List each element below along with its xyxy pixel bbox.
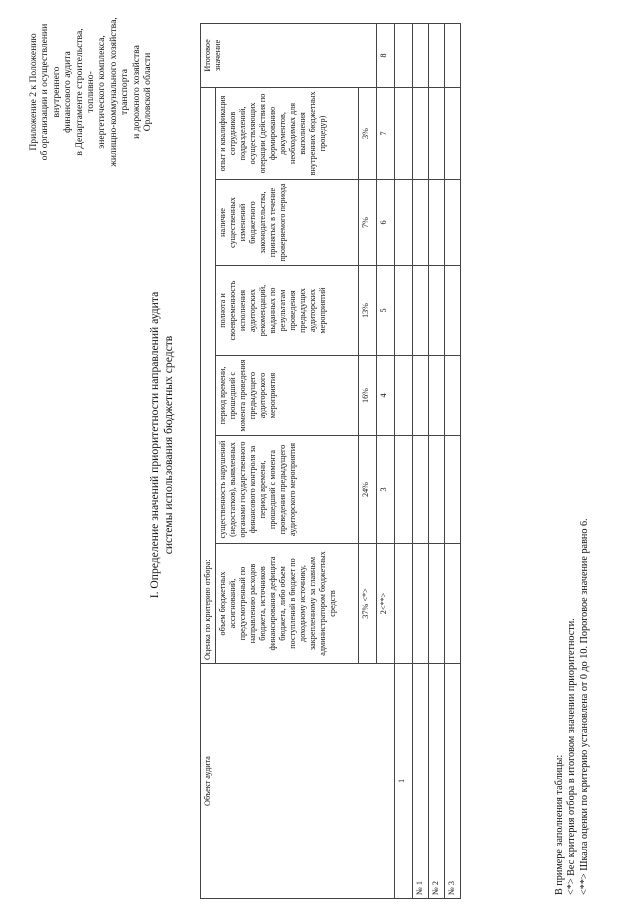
table-cell <box>445 23 461 87</box>
table-cell <box>413 436 429 544</box>
column-number: 7 <box>377 87 395 179</box>
weight-cell: 24% <box>359 436 377 544</box>
table-cell <box>395 23 413 87</box>
criterion-budget-volume: объем бюджетных ассигнований, предусмотренный по направлению расходов бюджета, источников финансирования дефицита бюджета, либо объем поступлений в бюджет по доходному источнику, закрепленному за главным администратором бюджетных средств <box>216 544 359 664</box>
table-cell <box>395 436 413 544</box>
table-cell <box>445 544 461 664</box>
header-criteria-group: Оценка по критерию отбора: <box>201 87 216 663</box>
table-cell <box>395 180 413 266</box>
appendix-line: Приложение 2 к Положению <box>28 33 39 151</box>
criterion-recommendations: полнота и своевременность исполнения аудиторских рекомендаций, выданных по результатам проведения предыдущих аудиторских мероприятий <box>216 266 359 356</box>
table-cell <box>395 266 413 356</box>
priority-table <box>200 23 461 899</box>
table-cell <box>413 23 429 87</box>
table-cell <box>445 436 461 544</box>
table-cell <box>445 180 461 266</box>
table-cell <box>429 544 445 664</box>
table-cell <box>429 436 445 544</box>
criterion-time-period: период времени, прошедший с момента проведения предыдущего аудиторского мероприятия <box>216 356 359 436</box>
table-cell <box>429 266 445 356</box>
table-cell <box>395 356 413 436</box>
table-cell <box>429 180 445 266</box>
footnote-intro: В примере заполнения таблицы: <box>554 754 565 895</box>
row-label: № 2 <box>429 664 445 899</box>
section-title-line: системы использования бюджетных средств <box>161 335 175 555</box>
table-cell <box>395 87 413 179</box>
footnote-scale: <**> Шкала оценки по критерию установлена от 0 до 10. Пороговое значение равно 6. <box>578 518 590 895</box>
section-title-line: I. Определение значений приоритетности направлений аудита <box>148 291 161 599</box>
table-cell <box>413 180 429 266</box>
appendix-heading <box>28 17 153 167</box>
row-label: № 3 <box>445 664 461 899</box>
column-number: 2<**> <box>377 544 395 664</box>
column-number: 8 <box>377 23 395 87</box>
appendix-line: и дорожного хозяйства <box>130 45 142 139</box>
criterion-staff-experience: опыт и квалификация сотрудников подразделений, осуществляющих операции (действия по формированию документов, необходимых для выполнения внутренних бюджетных процедур) <box>216 87 359 179</box>
table-cell <box>413 87 429 179</box>
table-cell <box>445 266 461 356</box>
footnote-weight: <*> Вес критерия отбора в итоговом значении приоритетности. <box>566 618 578 895</box>
appendix-line: финансового аудита <box>62 51 74 133</box>
header-object: Объект аудита <box>201 664 395 899</box>
column-number: 4 <box>377 356 395 436</box>
weight-cell: 7% <box>359 180 377 266</box>
table-cell <box>413 544 429 664</box>
appendix-line: Орловской области <box>142 52 154 132</box>
table-cell <box>413 356 429 436</box>
column-number: 3 <box>377 436 395 544</box>
column-number: 6 <box>377 180 395 266</box>
table-cell <box>413 266 429 356</box>
table-cell <box>429 87 445 179</box>
row-label: № 1 <box>413 664 429 899</box>
table-cell <box>429 23 445 87</box>
criterion-violations: существенность нарушений (недостатков), выявленных органами государственного финансового контроля за период времени, прошедший с момента проведения предыдущего аудиторского мероприятия <box>216 436 359 544</box>
section-title <box>148 185 175 705</box>
table-cell <box>445 356 461 436</box>
weight-cell: 16% <box>359 356 377 436</box>
footnotes <box>554 15 591 895</box>
weight-cell: 13% <box>359 266 377 356</box>
criterion-legislation-changes: наличие существенных изменений бюджетного законодательства, принятых в течение проверяемого периода <box>216 180 359 266</box>
appendix-line: жилищно-коммунального хозяйства, транспорта <box>107 17 131 167</box>
appendix-line: энергетического комплекса, <box>96 35 108 149</box>
column-number: 1 <box>395 664 413 899</box>
appendix-line: об организации и осуществлении внутреннего <box>39 23 62 161</box>
appendix-line: в Департаменте строительства, топливно- <box>73 28 97 156</box>
table-cell <box>429 356 445 436</box>
weight-cell: 37% <*> <box>359 544 377 664</box>
table-cell <box>445 87 461 179</box>
header-total: Итоговое значение <box>201 23 377 87</box>
weight-cell: 3% <box>359 87 377 179</box>
column-number: 5 <box>377 266 395 356</box>
table-cell <box>395 544 413 664</box>
